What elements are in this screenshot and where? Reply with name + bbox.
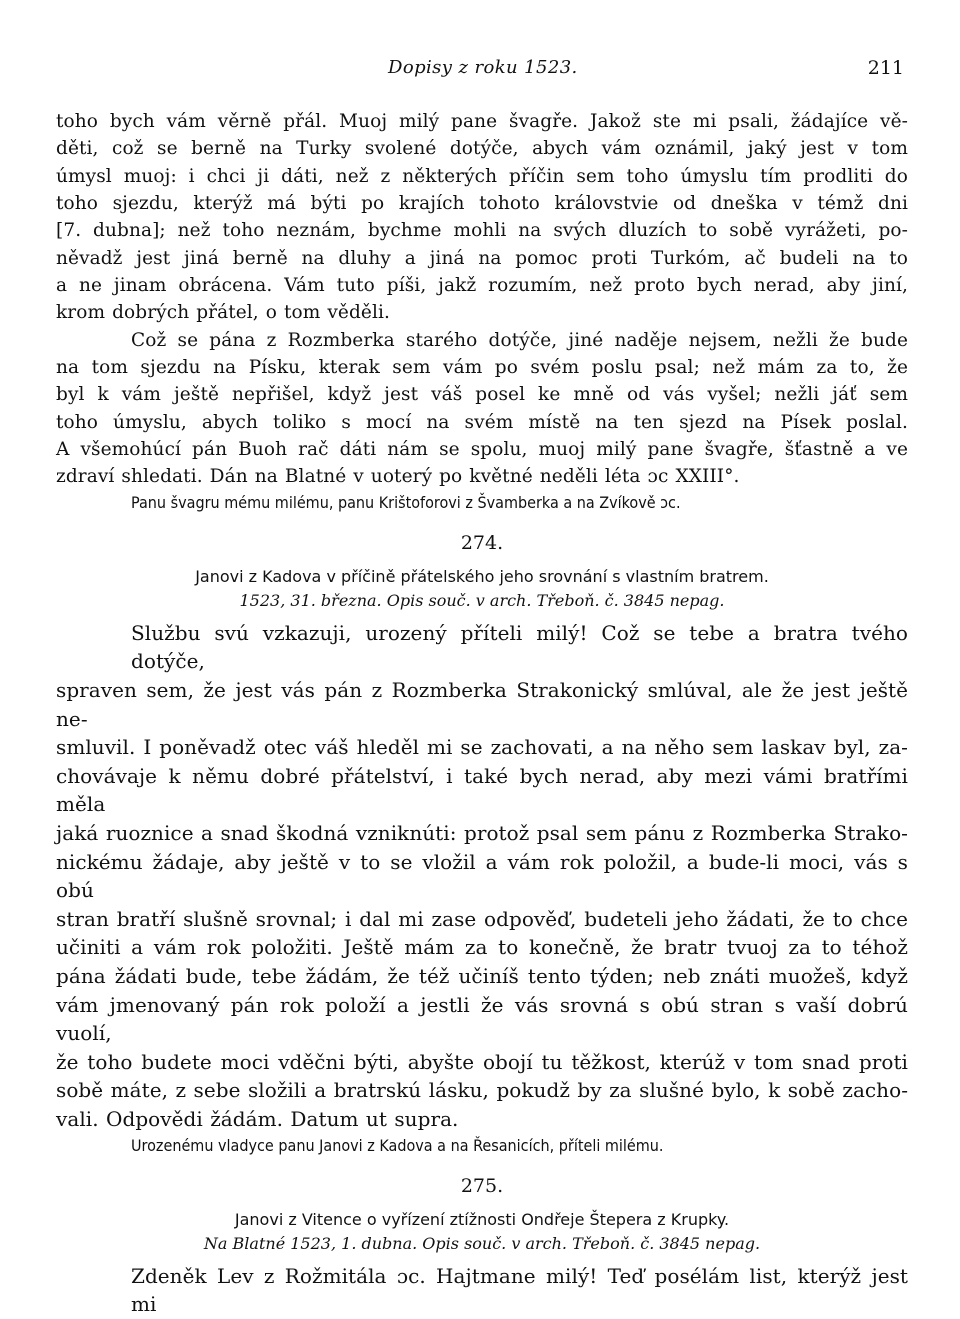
text-line: vám jmenovaný pán rok položí a jestli že vás srovná s obú stran s vaší dobrú vuolí, bbox=[56, 992, 908, 1046]
text-line: smluvil. I poněvadž otec váš hleděl mi se zachovati, a na něho sem laskav byl, za- bbox=[56, 735, 908, 760]
text-line: Což se pána z Rozmberka starého dotýče, jiné naděje nejsem, nežli že bude bbox=[131, 329, 908, 351]
text-line: toho úmyslu, abych toliko s mocí na svém místě na ten sjezd na Písek poslal. bbox=[56, 411, 908, 433]
entry-title: Janovi z Vitence o vyřízení ztížnosti Ondřeje Štepera z Krupky. bbox=[234, 1209, 730, 1229]
entry-source-note: 1523, 31. března. Opis souč. v arch. Třeboň. č. 3845 nepag. bbox=[239, 590, 725, 610]
entry-source-note: Na Blatné 1523, 1. dubna. Opis souč. v arch. Třeboň. č. 3845 nepag. bbox=[203, 1233, 761, 1253]
text-line: Zdeněk Lev z Rožmitála ɔc. Hajtmane milý! Teď posélám list, kterýž jest mi bbox=[131, 1263, 908, 1317]
text-line: a ne jinam obrácena. Vám tuto píši, jakž rozumím, než proto bych nerad, aby jiní, bbox=[56, 275, 908, 297]
text-line: nickému žádaje, aby ještě v to se vložil a vám rok položil, a bude-li moci, vás s obú bbox=[56, 849, 908, 903]
text-line: stran bratří slušně srovnal; i dal mi zase odpověď, budeteli jeho žádati, že to chce bbox=[56, 906, 908, 931]
letter-continuation-paragraph bbox=[56, 108, 908, 327]
text-line: vali. Odpovědi žádám. Datum ut supra. bbox=[56, 1106, 459, 1131]
text-line: zdraví shledati. Dán na Blatné v uoterý po květné neděli léta ɔc XXIII°. bbox=[56, 466, 740, 488]
entry-heading-274 bbox=[56, 531, 908, 613]
text-line: [7. dubna]; než toho neznám, bychme mohli na svých dluzích to sobě vyrážeti, po- bbox=[56, 220, 908, 242]
text-line: pána žádati bude, tebe žádám, že též učiníš tento týden; neb znáti muožeš, když bbox=[56, 963, 908, 988]
running-title: Dopisy z roku 1523. bbox=[388, 57, 578, 78]
text-line: A všemohúcí pán Buoh rač dáti nám se spolu, muoj milý pane švagře, šťastně a ve bbox=[56, 439, 908, 461]
text-line: byl k vám ještě nepřišel, když jest váš posel ke mně od vás vyšel; nežli jáť sem bbox=[56, 384, 908, 406]
text-line: chovávaje k němu dobré přátelství, i také bych nerad, aby mezi vámi bratřími měla bbox=[56, 763, 908, 817]
text-line: toho bych vám věrně přál. Muoj milý pane švagře. Jakož ste mi psali, žádajíce vě- bbox=[56, 111, 908, 132]
entry-number: 275. bbox=[460, 1174, 504, 1197]
page-body bbox=[56, 108, 908, 1319]
text-line: na tom sjezdu na Písku, kterak sem vám po svém poslu psal; než mám za to, že bbox=[56, 357, 908, 379]
entry-heading-275 bbox=[56, 1174, 908, 1256]
text-line: sobě máte, z sebe složili a bratrskú lásku, pokudž by za slušné bylo, k sobě zacho- bbox=[56, 1078, 908, 1103]
letter-address: Urozenému vladyce panu Janovi z Kadova a na Řesanicích, příteli milému. bbox=[131, 1135, 664, 1155]
text-line: úmysl muoj: i chci ji dáti, než z některých příčin sem toho úmyslu tím prodliti do bbox=[56, 165, 908, 187]
text-line: jaká ruoznice a snad škodná vzniknúti: protož psal sem pánu z Rozmberka Strako- bbox=[56, 820, 908, 845]
text-line: toho sjezdu, kterýž má býti po krajích tohoto královstvie od dneška v témž dni bbox=[56, 193, 908, 215]
text-line: děti, což se berně na Turky svolené dotýče, abych vám oznámil, jaký jest v tom bbox=[56, 138, 908, 160]
running-header bbox=[0, 57, 960, 87]
text-line: krom dobrých přátel, o tom věděli. bbox=[56, 302, 390, 324]
entry-number: 274. bbox=[460, 531, 504, 554]
letter-address: Panu švagru mému milému, panu Krištoforovi z Švamberka a na Zvíkově ɔc. bbox=[131, 492, 681, 512]
letter-paragraph bbox=[56, 327, 908, 491]
text-line: něvadž jest jiná berně na dluhy a jiná na pomoc proti Turkóm, ač budeli na to bbox=[56, 247, 908, 269]
entry-title: Janovi z Kadova v příčině přátelského jeho srovnání s vlastním bratrem. bbox=[195, 566, 769, 586]
text-line: Službu svú vzkazuji, urozený příteli milý! Což se tebe a bratra tvého dotýče, bbox=[131, 620, 908, 674]
text-line: spraven sem, že jest vás pán z Rozmberka Strakonický smlúval, ale že jest ještě ne- bbox=[56, 678, 908, 731]
letter-body-274 bbox=[56, 619, 908, 1134]
page-number: 211 bbox=[867, 57, 904, 79]
letter-body-275 bbox=[56, 1262, 908, 1319]
text-line: učiniti a vám rok položiti. Ještě mám za to konečně, že bratr tvuoj za to téhož bbox=[56, 935, 908, 960]
text-line: že toho budete moci vděčni býti, abyšte obojí tu těžkost, kterúž v tom snad proti bbox=[56, 1049, 908, 1074]
